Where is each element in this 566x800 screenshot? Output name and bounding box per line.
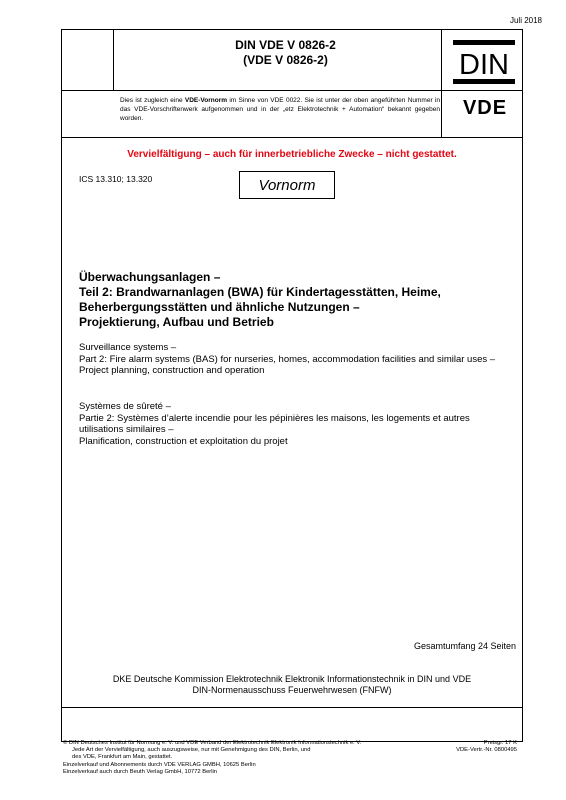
header-bottom-divider — [62, 137, 522, 138]
document-type-badge: Vornorm — [239, 171, 335, 199]
footer-divider — [62, 707, 522, 708]
vde-logo-text: VDE — [462, 97, 508, 117]
din-logo-text: DIN — [459, 49, 509, 81]
standard-number: DIN VDE V 0826-2 — [235, 38, 336, 52]
distribution-line: Einzelverkauf und Abonnements durch VDE VERLAG GMBH, 10625 Berlin — [63, 762, 256, 768]
ics-code: ICS 13.310; 13.320 — [79, 174, 153, 184]
title-german-line: Beherbergungsstätten und ähnliche Nutzungen – — [79, 300, 360, 314]
distribution-line: Einzelverkauf auch durch Beuth Verlag GmbH, 10772 Berlin — [63, 769, 218, 775]
vde-note-text: Dies ist zugleich eine — [120, 97, 185, 104]
reproduction-notice: Vervielfältigung – auch für innerbetriebliche Zwecke – nicht gestattet. — [127, 149, 457, 160]
header-divider — [62, 90, 522, 91]
title-german-line: Projektierung, Aufbau und Betrieb — [79, 315, 274, 329]
vde-note-text-cont: im Sinne von VDE 0022. Sie ist unter der oben angeführten Nummer in das VDE-Vorschriftenwerk aufgenommen und in der „etz Elektrotechnik + Automation“ bekannt gegeben worden. — [120, 97, 440, 122]
committee-line: DIN-Normenausschuss Feuerwehrwesen (FNFW) — [192, 685, 392, 695]
title-french-line: Partie 2: Systèmes d’alerte incendie pour les pépinières les maisons, les logements et autres utilisations similaires – — [79, 412, 470, 435]
total-pages: Gesamtumfang 24 Seiten — [413, 641, 516, 651]
title-page-frame — [61, 29, 523, 742]
header-left-divider — [113, 30, 114, 90]
distribution-notice — [63, 762, 256, 776]
price-group: Preisgr. 17 K — [483, 740, 517, 746]
committee-block — [61, 674, 523, 696]
din-logo — [453, 40, 515, 84]
title-french-line: Systèmes de sûreté – — [79, 401, 171, 412]
title-english-line: Part 2: Fire alarm systems (BAS) for nurseries, homes, accommodation facilities and similar uses – — [79, 353, 496, 365]
title-german — [79, 270, 509, 330]
publication-date: Juli 2018 — [509, 16, 542, 25]
standard-alt-number: (VDE V 0826-2) — [243, 53, 328, 67]
copyright-line: des VDE, Frankfurt am Main, gestattet. — [72, 754, 173, 760]
title-german-line: Teil 2: Brandwarnanlagen (BWA) für Kindertagesstätten, Heime, — [79, 285, 441, 299]
vde-note-bold: VDE-Vornorm — [184, 97, 228, 104]
title-german-line: Überwachungsanlagen – — [79, 270, 221, 284]
title-english-line: Surveillance systems – — [79, 342, 177, 353]
title-french-line: Planification, construction et exploitation du projet — [79, 435, 288, 447]
standard-number-block — [127, 38, 444, 68]
vde-logo — [453, 97, 517, 117]
copyright-line: © DIN Deutsches Institut für Normung e. V. und VDE Verband der Elektrotechnik Elektronik Informationstechnik e. V. — [63, 740, 362, 746]
title-french — [79, 401, 509, 447]
vde-note — [120, 96, 440, 123]
title-english — [79, 342, 509, 377]
copyright-line: Jede Art der Vervielfältigung, auch auszugsweise, nur mit Genehmigung des DIN, Berlin, und — [72, 747, 311, 753]
title-english-line: Project planning, construction and operation — [79, 365, 265, 376]
price-block — [456, 740, 517, 754]
committee-line: DKE Deutsche Kommission Elektrotechnik Elektronik Informationstechnik in DIN und VDE — [112, 674, 472, 684]
copyright-notice — [63, 740, 418, 761]
vde-distribution-number: VDE-Vertr.-Nr. 0800495 — [456, 747, 517, 753]
